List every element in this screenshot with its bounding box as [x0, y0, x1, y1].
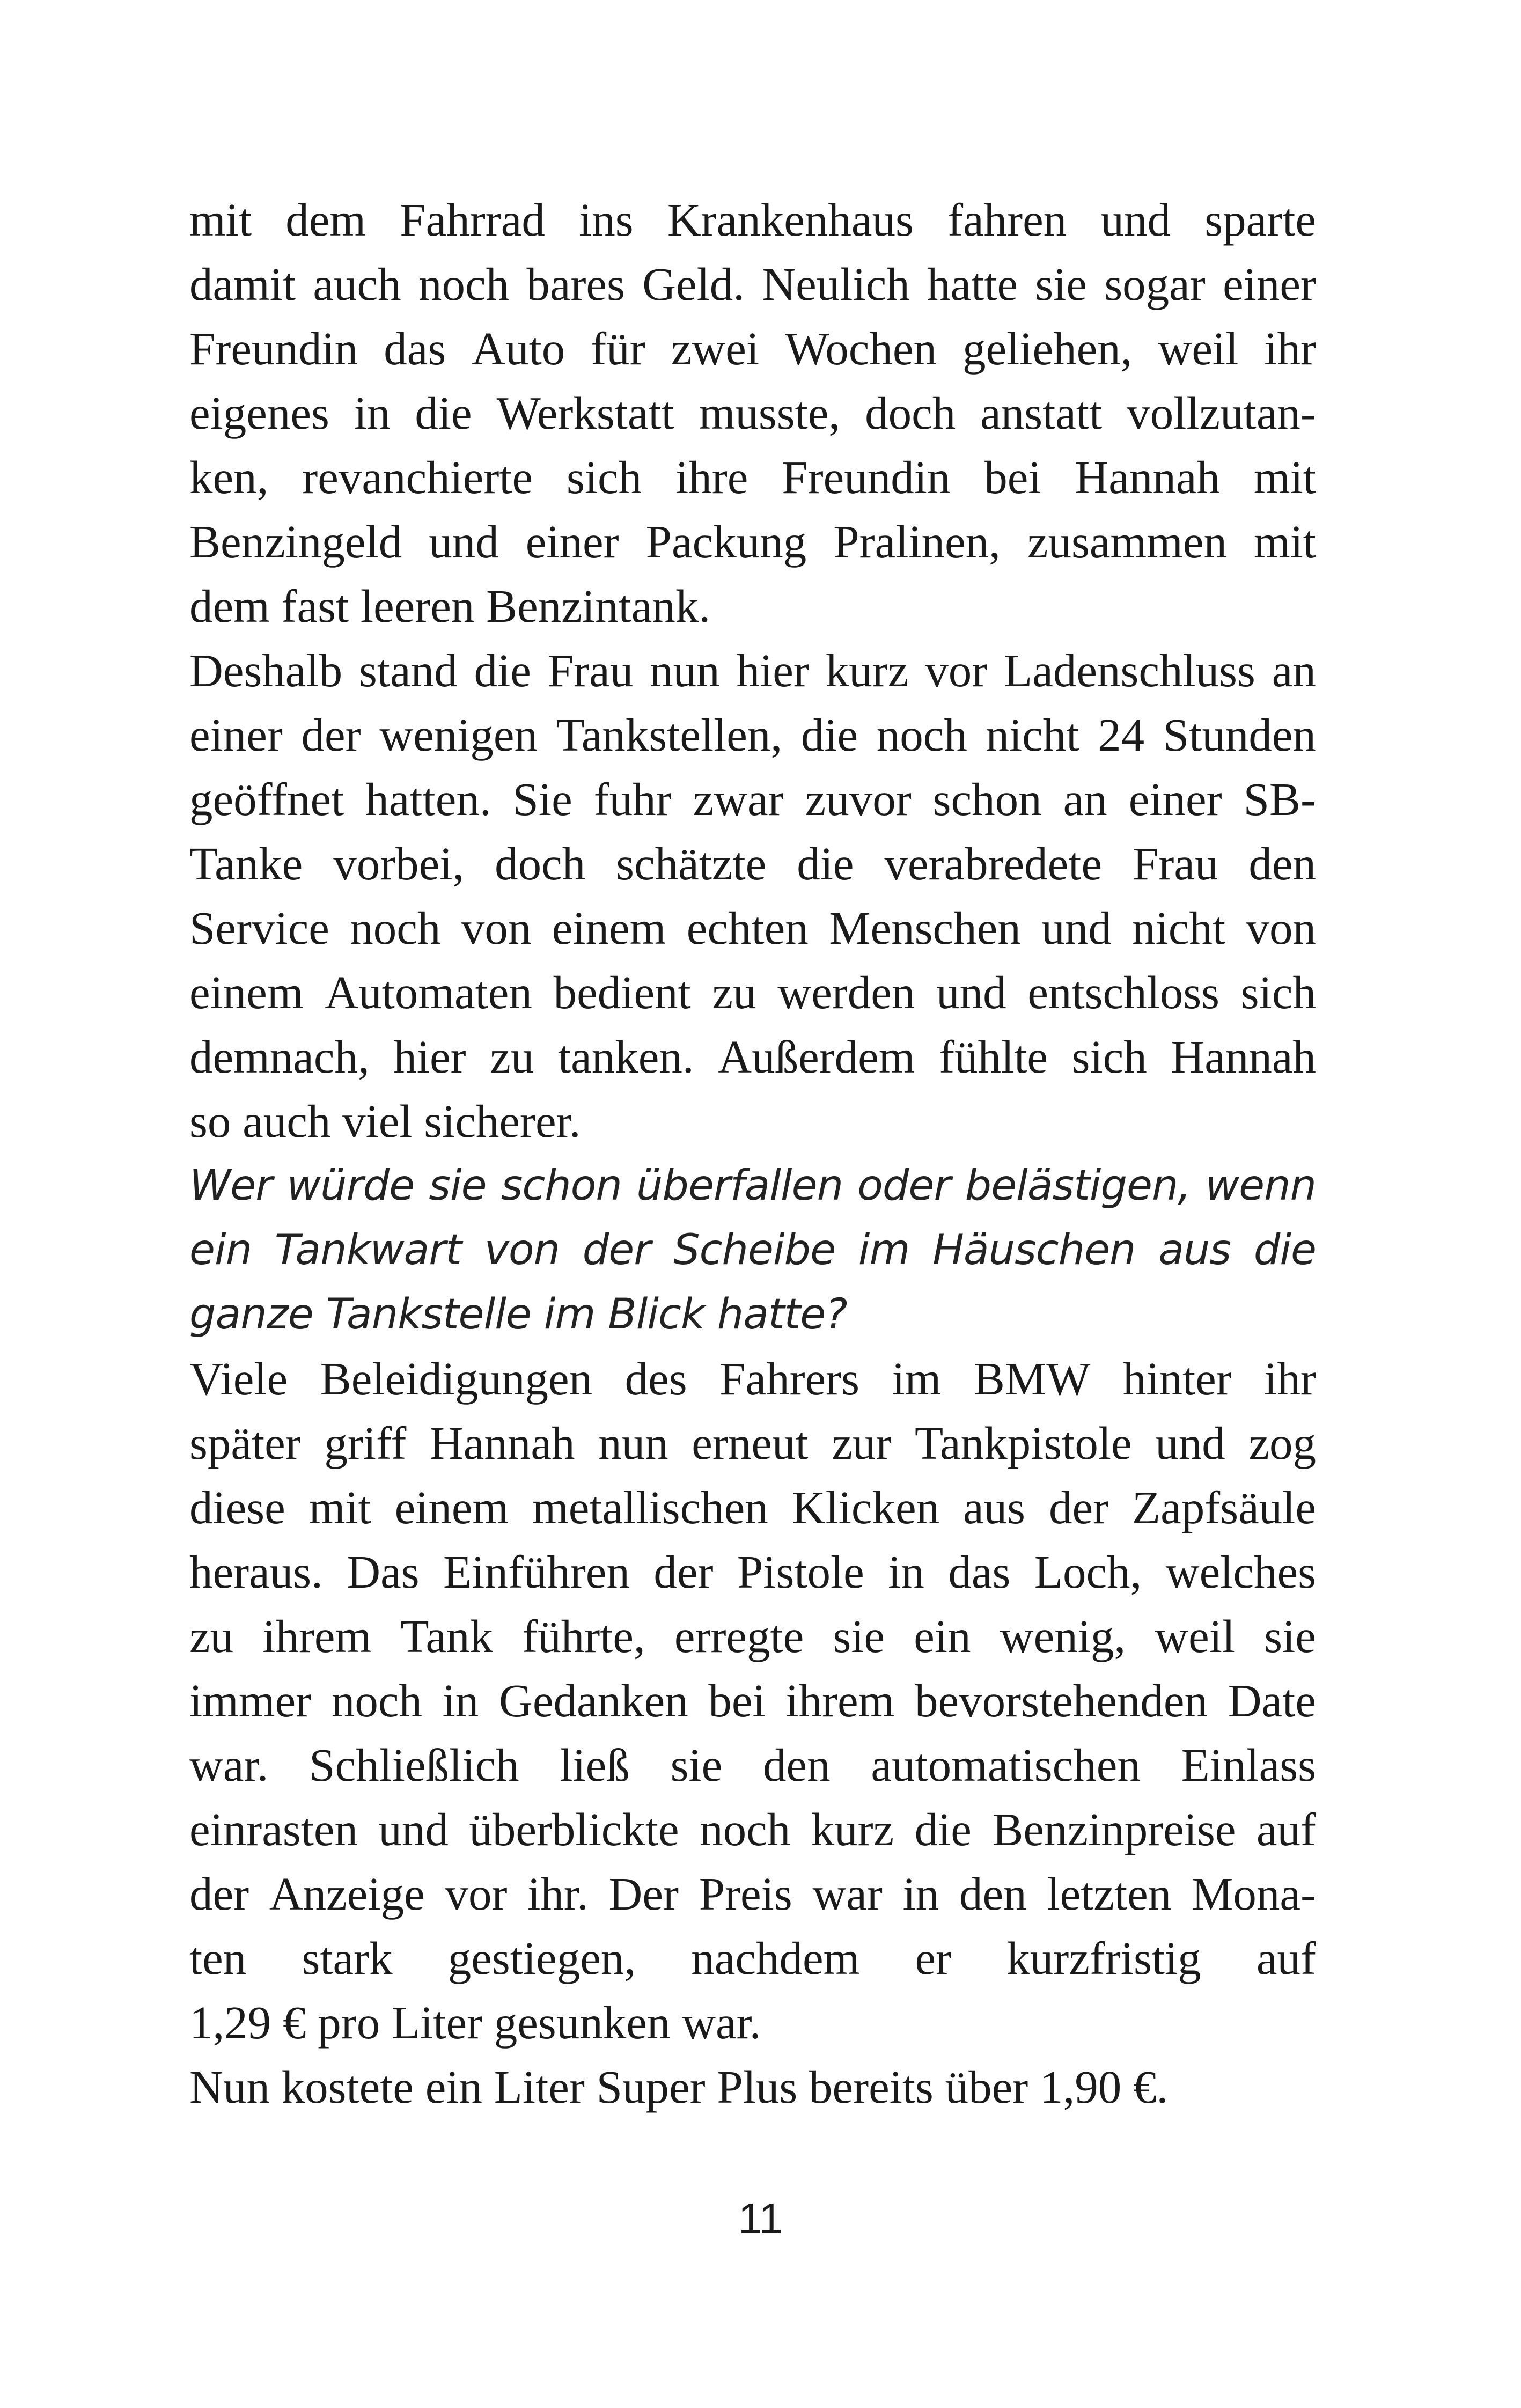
word: Pistole — [737, 1546, 864, 1598]
word: Das — [347, 1546, 420, 1598]
word: Date — [1228, 1675, 1316, 1727]
word: einer — [1128, 773, 1222, 825]
word: einer — [525, 516, 619, 568]
word: in — [442, 1675, 479, 1727]
word: SB- — [1243, 773, 1316, 825]
word: kurz — [825, 644, 909, 696]
word: aus — [963, 1481, 1026, 1533]
text-line — [189, 1218, 1316, 1282]
word: erneut — [692, 1417, 809, 1469]
page-number: 11 — [738, 2194, 783, 2242]
text-line — [189, 1733, 1316, 1797]
word: Deshalb — [189, 644, 343, 696]
word: der — [301, 709, 361, 761]
word: zu — [189, 1610, 234, 1662]
word: Hannah — [1171, 1031, 1316, 1083]
word: der — [653, 1546, 714, 1598]
word: einem — [394, 1481, 509, 1533]
word: überblickte — [469, 1803, 679, 1855]
word: einem — [552, 902, 666, 954]
word: 24 — [1098, 709, 1145, 761]
word: aus — [1158, 1226, 1231, 1274]
word: wenigen — [379, 709, 538, 761]
text-line — [189, 188, 1316, 252]
word: Service — [189, 902, 329, 954]
word: ins — [579, 194, 634, 246]
text-line: Nun kostete ein Liter Super Plus bereits über 1,90 €. — [189, 2061, 1169, 2113]
word: Freundin — [782, 451, 951, 503]
handwritten-paragraph — [189, 1154, 1316, 1347]
word: oder — [857, 1162, 951, 1210]
text-line — [189, 1475, 1316, 1540]
word: zusammen — [1027, 516, 1227, 568]
word: den — [762, 1739, 831, 1791]
word: mit — [189, 194, 252, 246]
word: Benzinpreise — [992, 1803, 1236, 1855]
word: die — [1253, 1226, 1316, 1274]
word: Einführen — [443, 1546, 630, 1598]
word: Auto — [472, 322, 565, 375]
word: noch — [700, 1803, 791, 1855]
word: Mona- — [1192, 1868, 1316, 1920]
word: Werkstatt — [496, 387, 674, 439]
word: geöffnet — [189, 773, 344, 825]
word: werden — [777, 966, 915, 1018]
word: noch — [350, 902, 441, 954]
word: ein — [189, 1226, 252, 1274]
word: die — [415, 387, 472, 439]
word: die — [800, 709, 858, 761]
word: zwar — [693, 773, 784, 825]
word: Scheibe — [673, 1226, 836, 1274]
word: Wer — [189, 1162, 273, 1210]
word: und — [378, 1803, 449, 1855]
word: welches — [1165, 1546, 1316, 1598]
text-line: ganze Tankstelle im Blick hatte? — [189, 1290, 847, 1339]
word: gestiegen, — [447, 1932, 636, 1984]
word: Fahrrad — [400, 194, 545, 246]
word: Der — [608, 1868, 679, 1920]
paragraph — [189, 2055, 1316, 2119]
text-line — [189, 1926, 1316, 1991]
word: nun — [598, 1417, 668, 1469]
word: an — [1063, 773, 1107, 825]
word: stark — [302, 1932, 393, 1984]
word: diese — [189, 1481, 285, 1533]
word: nun — [650, 644, 720, 696]
word: ihre — [675, 451, 748, 503]
word: von — [484, 1226, 560, 1274]
word: heraus. — [189, 1546, 323, 1598]
word: eigenes — [189, 387, 329, 439]
word: Pralinen, — [833, 516, 1001, 568]
text-line: dem fast leeren Benzintank. — [189, 580, 711, 632]
word: des — [624, 1353, 687, 1405]
text-line — [189, 1540, 1316, 1604]
word: Freundin — [189, 322, 358, 375]
word: Fahrers — [719, 1353, 859, 1405]
text-line — [189, 767, 1316, 832]
word: ken, — [189, 451, 269, 503]
text-line — [189, 445, 1316, 510]
word: anstatt — [980, 387, 1103, 439]
word: ein — [914, 1610, 971, 1662]
word: Hannah — [1075, 451, 1221, 503]
word: Häuschen — [932, 1226, 1136, 1274]
word: und — [1100, 194, 1171, 246]
word: zur — [832, 1417, 892, 1469]
word: die — [797, 838, 854, 890]
word: zu — [712, 966, 756, 1018]
word: Tankstellen, — [556, 709, 783, 761]
word: führte, — [522, 1610, 645, 1662]
word: Wochen — [785, 322, 937, 375]
word: musste, — [699, 387, 841, 439]
word: später — [189, 1417, 301, 1469]
word: doch — [495, 838, 586, 890]
word: in — [354, 387, 391, 439]
word: griff — [324, 1417, 407, 1469]
text-line — [189, 960, 1316, 1025]
word: Viele — [189, 1353, 288, 1405]
word: automatischen — [871, 1739, 1141, 1791]
text-line — [189, 1025, 1316, 1089]
word: Krankenhaus — [667, 194, 914, 246]
word: schätzte — [616, 838, 767, 890]
word: Tank — [400, 1610, 494, 1662]
word: demnach, — [189, 1031, 370, 1083]
word: kurzfristig — [1006, 1932, 1201, 1984]
word: Tankpistole — [914, 1417, 1132, 1469]
word: Sie — [512, 773, 572, 825]
word: nicht — [986, 709, 1079, 761]
word: einrasten — [189, 1803, 358, 1855]
word: nachdem — [691, 1932, 860, 1984]
word: sich — [1071, 1031, 1147, 1083]
word: war — [812, 1868, 883, 1920]
text-line — [189, 1862, 1316, 1926]
word: vor — [445, 1868, 508, 1920]
word: Automaten — [325, 966, 532, 1018]
word: an — [1272, 644, 1316, 696]
word: hinter — [1122, 1353, 1232, 1405]
word: einer — [189, 709, 283, 761]
word: sparte — [1204, 194, 1316, 246]
text-line: 1,29 € pro Liter gesunken war. — [189, 1996, 761, 2049]
word: von — [1246, 902, 1316, 954]
word: Neulich — [762, 258, 910, 310]
word: fühlte — [939, 1031, 1048, 1083]
paragraph — [189, 1347, 1316, 2055]
word: BMW — [973, 1353, 1091, 1405]
word: Zapfsäule — [1131, 1481, 1316, 1533]
word: noch — [418, 258, 510, 310]
word: belästigen, — [965, 1162, 1191, 1210]
word: das — [384, 322, 446, 375]
word: tanken. — [557, 1031, 694, 1083]
word: entschloss — [1027, 966, 1220, 1018]
word: ihr — [1264, 322, 1316, 375]
word: ihr — [1264, 1353, 1316, 1405]
text-line — [189, 1411, 1316, 1475]
word: überfallen — [636, 1162, 843, 1210]
word: für — [591, 322, 645, 375]
word: schon — [501, 1162, 622, 1210]
word: Gedanken — [499, 1675, 688, 1727]
word: und — [1155, 1417, 1225, 1469]
word: sie — [833, 1610, 885, 1662]
word: Preis — [699, 1868, 792, 1920]
word: Menschen — [829, 902, 1021, 954]
text-line — [189, 252, 1316, 317]
word: sie — [670, 1739, 723, 1791]
word: fahren — [947, 194, 1067, 246]
word: sich — [1240, 966, 1316, 1018]
text-line: so auch viel sicherer. — [189, 1095, 581, 1147]
word: vollzutan- — [1127, 387, 1316, 439]
word: Einlass — [1181, 1739, 1316, 1791]
word: Außerdem — [718, 1031, 915, 1083]
word: die — [474, 644, 531, 696]
word: der — [1048, 1481, 1109, 1533]
word: Beleidigungen — [320, 1353, 593, 1405]
word: ihrem — [785, 1675, 895, 1727]
word: ihrem — [262, 1610, 372, 1662]
word: im — [858, 1226, 910, 1274]
word: verabredete — [884, 838, 1103, 890]
word: kurz — [811, 1803, 894, 1855]
word: hatten. — [365, 773, 491, 825]
word: mit — [1253, 516, 1316, 568]
word: letzten — [1047, 1868, 1172, 1920]
word: Loch, — [1034, 1546, 1142, 1598]
word: Geld. — [642, 258, 745, 310]
word: hier — [393, 1031, 466, 1083]
word: geliehen, — [962, 322, 1133, 375]
word: bedient — [553, 966, 691, 1018]
word: weil — [1155, 1610, 1236, 1662]
text-line — [189, 1604, 1316, 1669]
word: den — [1248, 838, 1316, 890]
word: und — [429, 516, 499, 568]
word: bei — [708, 1675, 766, 1727]
text-line — [189, 1797, 1316, 1862]
word: würde — [286, 1162, 415, 1210]
word: dem — [285, 194, 366, 246]
word: auf — [1256, 1932, 1316, 1984]
word: echten — [686, 902, 809, 954]
word: der — [582, 1226, 651, 1274]
word: auf — [1256, 1803, 1316, 1855]
word: zu — [490, 1031, 534, 1083]
word: einem — [189, 966, 304, 1018]
word: mit — [308, 1481, 371, 1533]
word: er — [915, 1932, 952, 1984]
word: sogar — [1104, 258, 1206, 310]
word: und — [936, 966, 1006, 1018]
word: revanchierte — [302, 451, 533, 503]
word: bares — [526, 258, 625, 310]
paragraph — [189, 188, 1316, 638]
word: Frau — [1132, 838, 1218, 890]
word: nicht — [1132, 902, 1226, 954]
page-body-text — [189, 188, 1316, 2119]
word: weil — [1158, 322, 1239, 375]
word: Packung — [645, 516, 807, 568]
word: in — [888, 1546, 924, 1598]
word: Hannah — [429, 1417, 575, 1469]
text-line — [189, 317, 1316, 381]
word: vorbei, — [333, 838, 465, 890]
word: Anzeige — [269, 1868, 425, 1920]
word: vor — [925, 644, 988, 696]
word: immer — [189, 1675, 312, 1727]
word: zog — [1248, 1417, 1316, 1469]
word: das — [948, 1546, 1011, 1598]
word: die — [914, 1803, 972, 1855]
word: hier — [736, 644, 809, 696]
word: mit — [1253, 451, 1316, 503]
text-line — [189, 832, 1316, 896]
word: zuvor — [805, 773, 912, 825]
word: sie — [1264, 1610, 1316, 1662]
word: ten — [189, 1932, 247, 1984]
word: fuhr — [593, 773, 672, 825]
text-line — [189, 1347, 1316, 1411]
word: einer — [1223, 258, 1316, 310]
word: metallischen — [532, 1481, 768, 1533]
word: von — [461, 902, 532, 954]
text-line — [189, 896, 1316, 960]
word: ihr. — [527, 1868, 589, 1920]
word: Stunden — [1163, 709, 1316, 761]
word: bevorstehenden — [915, 1675, 1208, 1727]
word: ließ — [560, 1739, 630, 1791]
word: den — [959, 1868, 1027, 1920]
word: Klicken — [791, 1481, 940, 1533]
word: Tanke — [189, 838, 303, 890]
word: wenig, — [1000, 1610, 1126, 1662]
text-line — [189, 703, 1316, 767]
text-line — [189, 381, 1316, 445]
word: bei — [984, 451, 1041, 503]
text-line — [189, 510, 1316, 574]
paragraph — [189, 638, 1316, 1154]
word: Benzingeld — [189, 516, 402, 568]
word: war. — [189, 1739, 269, 1791]
word: zwei — [671, 322, 760, 375]
word: auch — [313, 258, 401, 310]
text-line — [189, 1669, 1316, 1733]
word: sich — [567, 451, 642, 503]
word: hatte — [927, 258, 1018, 310]
word: und — [1041, 902, 1112, 954]
text-line — [189, 1154, 1316, 1218]
word: erregte — [674, 1610, 804, 1662]
word: Frau — [547, 644, 634, 696]
word: schon — [932, 773, 1042, 825]
word: sie — [1035, 258, 1088, 310]
word: doch — [865, 387, 956, 439]
word: Tankwart — [274, 1226, 461, 1274]
word: noch — [876, 709, 967, 761]
text-line — [189, 638, 1316, 703]
word: Schließlich — [309, 1739, 519, 1791]
word: im — [892, 1353, 942, 1405]
word: Ladenschluss — [1004, 644, 1255, 696]
word: stand — [359, 644, 458, 696]
word: sie — [429, 1162, 487, 1210]
word: damit — [189, 258, 296, 310]
word: noch — [331, 1675, 422, 1727]
word: in — [902, 1868, 939, 1920]
word: wenn — [1205, 1162, 1316, 1210]
word: der — [189, 1868, 249, 1920]
